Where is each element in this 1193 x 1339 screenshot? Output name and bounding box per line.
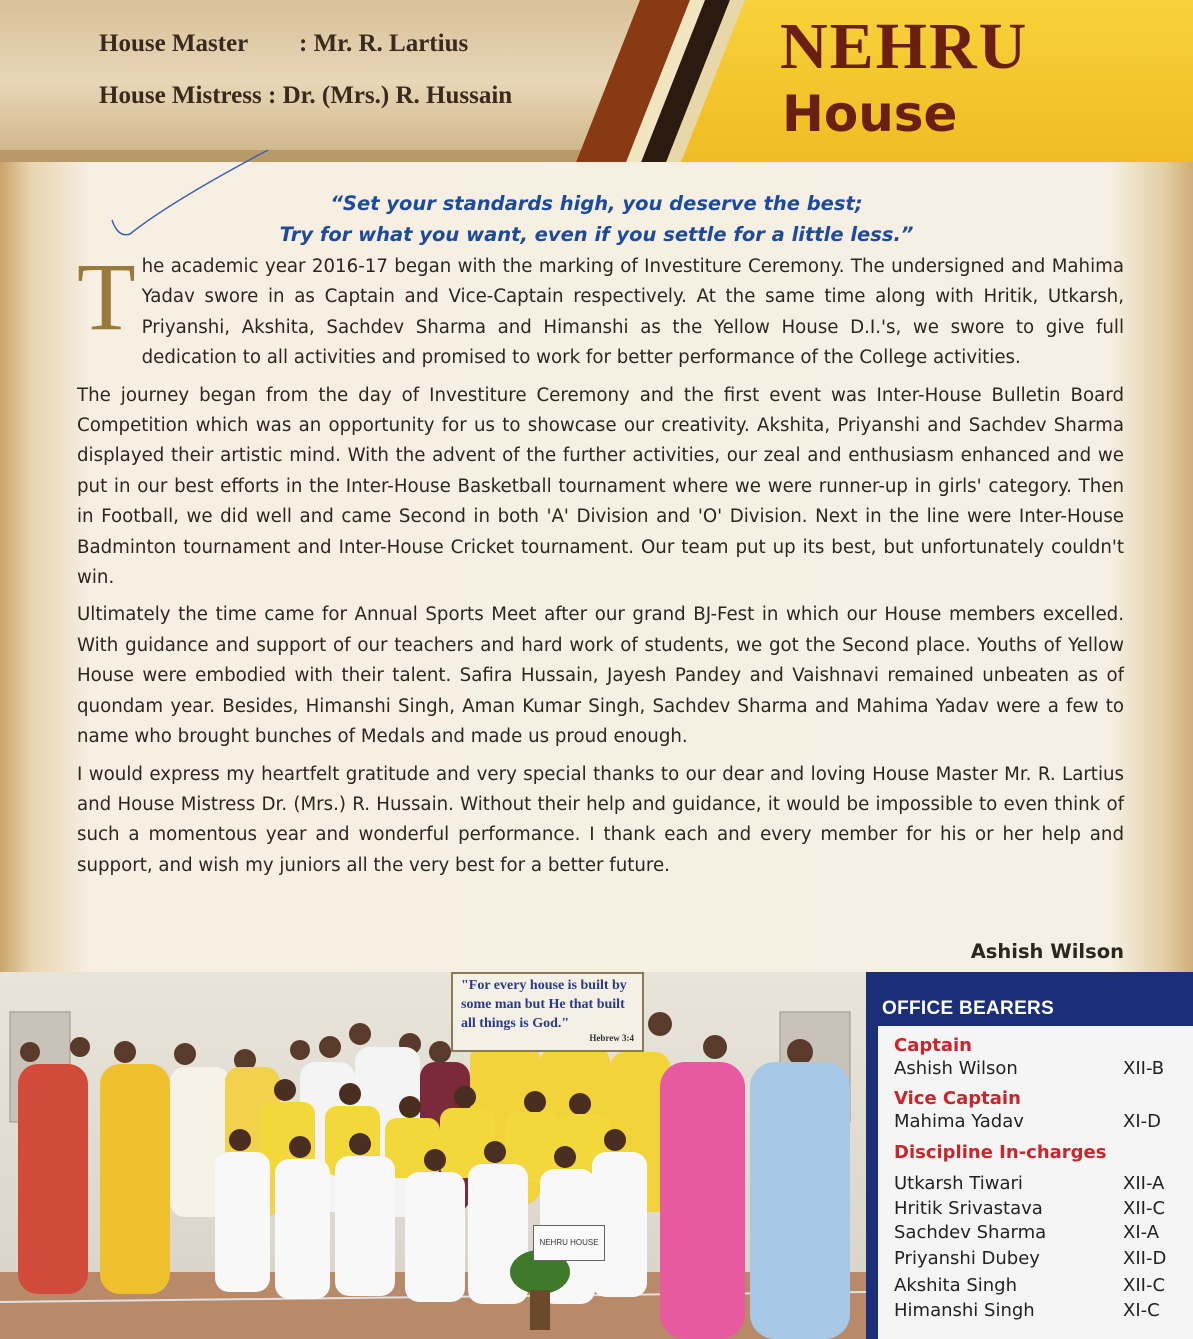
- quote-line-1: “Set your standards high, you deserve the best;: [330, 192, 863, 215]
- discipline-member-class: XI-C: [1123, 1300, 1160, 1321]
- article-panel: [0, 162, 1193, 972]
- vice-captain-name: Mahima Yadav: [894, 1111, 1024, 1132]
- discipline-member-class: XII-C: [1123, 1275, 1166, 1296]
- discipline-member-name: Priyanshi Dubey: [894, 1248, 1040, 1269]
- discipline-member-name: Utkarsh Tiwari: [894, 1173, 1023, 1194]
- office-bearers-list: [878, 1026, 1193, 1339]
- house-master-line: [99, 30, 468, 58]
- paragraph-1-text: he academic year 2016-17 began with the marking of Investiture Ceremony. The undersigned and Mahima Yadav swore in as Captain and Vice-Captain respectively. At the same time along with Hritik, Utkarsh, Priyanshi, Akshita, Sachdev Sharma and Himanshi as the Yellow House D.I.'s, we swore to give full dedication to all activities and promised to work for better performance of the College activities.: [141, 256, 1124, 369]
- office-bearers-panel: [866, 972, 1193, 1339]
- captain-class: XII-B: [1123, 1058, 1165, 1079]
- house-mistress-separator: :: [267, 82, 277, 109]
- discipline-member-name: Sachdev Sharma: [894, 1222, 1047, 1243]
- group-photo-illustration: [0, 972, 866, 1339]
- house-master-separator: :: [299, 30, 308, 57]
- discipline-member-class: XII-C: [1123, 1198, 1166, 1219]
- article-paragraph-4: I would express my heartfelt gratitude and very special thanks to our dear and loving House Master Mr. R. Lartius and House Mistress Dr. (Mrs.) R. Hussain. Without their help and guidance, it would be impossible to even think of such a momentous year and wonderful performance. I thank each and every member for his or her help and support, and wish my juniors all the very best for a better future.: [77, 763, 1124, 876]
- vice-captain-role: Vice Captain: [894, 1088, 1021, 1109]
- house-name-title: NEHRU: [780, 10, 1029, 83]
- discipline-member-name: Akshita Singh: [894, 1275, 1018, 1296]
- discipline-member-class: XI-A: [1123, 1222, 1160, 1243]
- drop-cap: T: [77, 243, 136, 350]
- discipline-member-name: Himanshi Singh: [894, 1300, 1035, 1321]
- house-word-title: House: [782, 85, 958, 143]
- house-sign-board: NEHRU HOUSE: [533, 1225, 605, 1261]
- banner-reference: Hebrew 3:4: [589, 1033, 634, 1043]
- vice-captain-class: XI-D: [1123, 1111, 1161, 1132]
- discipline-role: Discipline In-charges: [894, 1142, 1107, 1163]
- page-header: [0, 0, 1193, 165]
- house-quote: [0, 188, 1193, 250]
- discipline-member-class: XII-A: [1123, 1173, 1165, 1194]
- article-paragraph-1: [77, 243, 1124, 374]
- banner-text: "For every house is built by some man but He that built all things is God.": [461, 978, 627, 1031]
- house-mistress-name: Dr. (Mrs.) R. Hussain: [282, 82, 513, 109]
- article-paragraph-3: Ultimately the time came for Annual Sports Meet after our grand BJ-Fest in which our House members excelled. With guidance and support of our teachers and hard work of students, we got the Second place. Youths of Yellow House were embodied with their talent. Safira Hussain, Jayesh Pandey and Vaishnavi remained unbeaten as of quondam year. Besides, Himanshi Singh, Aman Kumar Singh, Sachdev Sharma and Mahima Yadav were a few to name who brought bunches of Medals and made us proud enough.: [77, 604, 1124, 748]
- office-bearers-title: OFFICE BEARERS: [882, 998, 1055, 1019]
- article-body: [77, 243, 1124, 888]
- captain-role: Captain: [894, 1035, 972, 1056]
- house-mistress-label: House Mistress: [99, 82, 262, 109]
- article-paragraph-2: The journey began from the day of Investiture Ceremony and the first event was Inter-House Bulletin Board Competition which was an opportunity for us to showcase our creativity. Akshita, Priyanshi and Sachdev Sharma displayed their artistic mind. With the advent of the further activities, our zeal and enthusiasm enhanced and we put in our best efforts in the Inter-House Basketball tournament where we were runner-up in girls' category. Then in Football, we did well and came Second in both 'A' Division and 'O' Division. Next in the line were Inter-House Badminton tournament and Inter-House Cricket tournament. Our team put up its best, but unfortunately couldn't win.: [77, 384, 1124, 589]
- captain-name: Ashish Wilson: [894, 1058, 1018, 1079]
- house-mistress-line: [99, 82, 512, 110]
- scripture-banner: [451, 972, 644, 1052]
- group-photo: [0, 972, 866, 1339]
- discipline-member-class: XII-D: [1123, 1248, 1167, 1269]
- quote-line-2: Try for what you want, even if you settle for a little less.”: [279, 223, 914, 246]
- house-master-name: Mr. R. Lartius: [313, 30, 469, 57]
- article-signature: Ashish Wilson: [970, 940, 1124, 963]
- discipline-member-name: Hritik Srivastava: [894, 1198, 1043, 1219]
- house-master-label: House Master: [99, 30, 249, 57]
